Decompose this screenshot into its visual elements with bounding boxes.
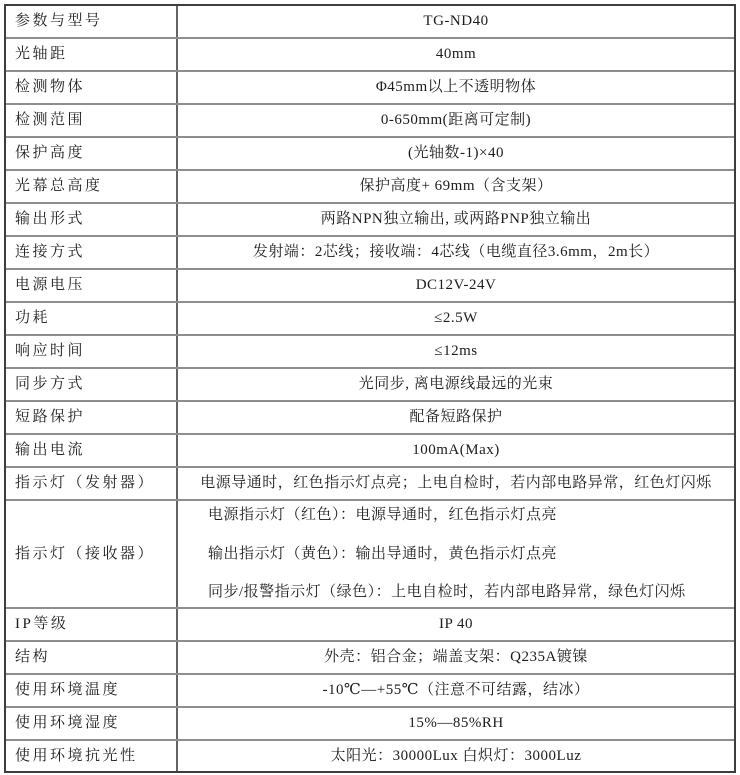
table-row — [6, 402, 734, 435]
table-row — [6, 6, 734, 39]
param-value: 两路NPN独立输出, 或两路PNP独立输出 — [320, 211, 592, 228]
indicator-line-power: 电源指示灯（红色）：电源导通时，红色指示灯点亮 — [208, 506, 558, 523]
param-value: 电源导通时，红色指示灯点亮；上电自检时，若内部电路异常，红色灯闪烁 — [200, 475, 712, 492]
param-name: 使用环境抗光性 — [6, 741, 178, 771]
table-row — [6, 270, 734, 303]
param-value: IP 40 — [438, 616, 474, 633]
param-value: DC12V-24V — [415, 277, 497, 294]
param-value: TG-ND40 — [423, 13, 489, 30]
table-row — [6, 237, 734, 270]
param-value: 光同步, 离电源线最远的光束 — [358, 376, 554, 393]
table-row-receiver-indicators — [6, 501, 734, 609]
table-row — [6, 39, 734, 72]
param-value: Φ45mm以上不透明物体 — [375, 79, 537, 96]
param-value: 15%—85%RH — [408, 715, 504, 732]
param-value: 100mA(Max) — [412, 442, 500, 459]
param-name: 短路保护 — [6, 402, 178, 433]
table-row — [6, 204, 734, 237]
param-value: 发射端：2芯线；接收端：4芯线（电缆直径3.6mm，2m长） — [252, 244, 660, 261]
table-row — [6, 171, 734, 204]
table-row — [6, 675, 734, 708]
param-value: 外壳：铝合金；端盖支架：Q235A镀镍 — [324, 649, 588, 666]
param-name: 结构 — [6, 642, 178, 673]
indicator-line-output: 输出指示灯（黄色）：输出导通时，黄色指示灯点亮 — [208, 545, 558, 562]
param-value — [178, 501, 734, 607]
table-row — [6, 336, 734, 369]
table-row — [6, 609, 734, 642]
param-value: (光轴数-1)×40 — [408, 145, 504, 162]
param-name: 同步方式 — [6, 369, 178, 400]
param-name: 指示灯（发射器） — [6, 468, 178, 499]
table-row — [6, 105, 734, 138]
param-name: 检测范围 — [6, 105, 178, 136]
param-name: 输出形式 — [6, 204, 178, 235]
param-name: 电源电压 — [6, 270, 178, 301]
spec-table — [4, 4, 736, 773]
indicator-line-sync-alarm: 同步/报警指示灯（绿色）：上电自检时，若内部电路异常，绿色灯闪烁 — [208, 584, 686, 601]
table-row — [6, 72, 734, 105]
param-name: 光幕总高度 — [6, 171, 178, 202]
table-row — [6, 741, 734, 771]
param-value: ≤2.5W — [434, 310, 478, 327]
param-value: 配备短路保护 — [409, 409, 503, 426]
param-name: 响应时间 — [6, 336, 178, 367]
table-row — [6, 708, 734, 741]
param-name: 光轴距 — [6, 39, 178, 70]
param-value: 40mm — [435, 46, 477, 63]
param-value: 保护高度+ 69mm（含支架） — [359, 178, 553, 195]
param-name: 参数与型号 — [6, 6, 178, 37]
table-row — [6, 369, 734, 402]
table-row — [6, 138, 734, 171]
param-value: ≤12ms — [434, 343, 478, 360]
param-name: 使用环境湿度 — [6, 708, 178, 739]
table-row — [6, 468, 734, 501]
param-name: IP等级 — [6, 609, 178, 640]
table-row — [6, 435, 734, 468]
param-value: -10℃—+55℃（注意不可结露，结冰） — [322, 682, 590, 699]
param-name: 保护高度 — [6, 138, 178, 169]
param-name: 输出电流 — [6, 435, 178, 466]
param-name: 功耗 — [6, 303, 178, 334]
param-name: 指示灯（接收器） — [6, 501, 178, 607]
param-name: 连接方式 — [6, 237, 178, 268]
param-value: 0-650mm(距离可定制) — [380, 112, 532, 129]
param-value: 太阳光：30000Lux 白炽灯：3000Luz — [330, 747, 582, 764]
table-row — [6, 642, 734, 675]
param-name: 检测物体 — [6, 72, 178, 103]
param-name: 使用环境温度 — [6, 675, 178, 706]
table-row — [6, 303, 734, 336]
